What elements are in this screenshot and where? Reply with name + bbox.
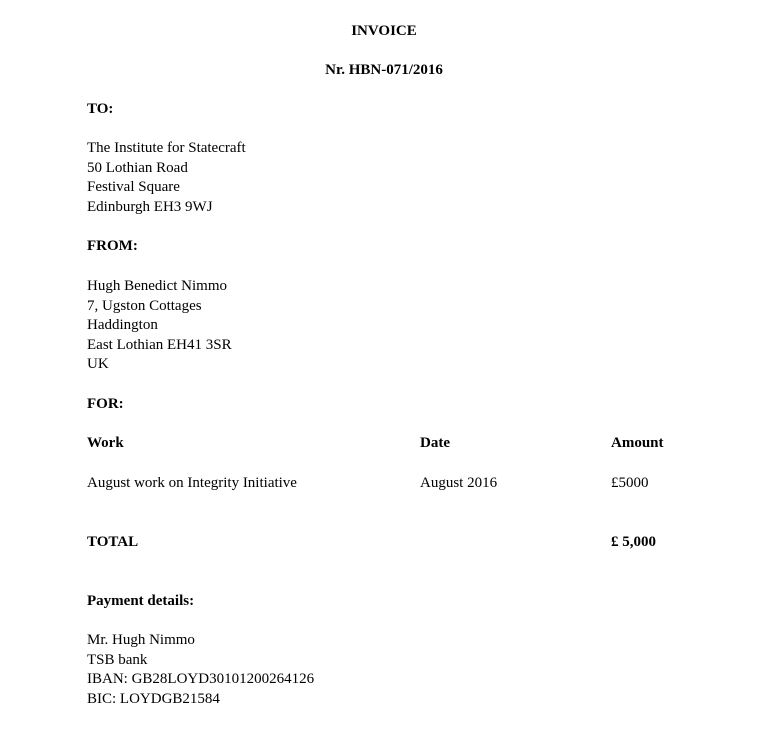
- to-address-line: The Institute for Statecraft: [87, 140, 246, 156]
- for-heading: FOR:: [87, 396, 124, 412]
- invoice-number: Nr. HBN-071/2016: [325, 62, 443, 78]
- item-work: August work on Integrity Initiative: [87, 475, 297, 491]
- payment-details: [87, 630, 314, 708]
- to-address-line: Festival Square: [87, 179, 180, 196]
- from-heading: FROM:: [87, 238, 138, 254]
- to-address: [87, 138, 246, 216]
- column-header-amount: Amount: [611, 435, 664, 451]
- from-address-line: UK: [87, 356, 109, 373]
- to-address-line: 50 Lothian Road: [87, 159, 188, 176]
- to-heading: TO:: [87, 101, 114, 117]
- payment-line: Mr. Hugh Nimmo: [87, 632, 195, 648]
- total-label: TOTAL: [87, 534, 139, 550]
- from-address: [87, 276, 232, 374]
- payment-line: BIC: LOYDGB21584: [87, 690, 220, 707]
- column-header-date: Date: [420, 435, 450, 451]
- invoice-title: INVOICE: [351, 23, 417, 39]
- from-address-line: 7, Ugston Cottages: [87, 297, 202, 314]
- payment-line: IBAN: GB28LOYD30101200264126: [87, 671, 315, 688]
- payment-heading: Payment details:: [87, 593, 195, 609]
- item-date: August 2016: [420, 475, 498, 491]
- from-address-line: Hugh Benedict Nimmo: [87, 278, 227, 294]
- to-address-line: Edinburgh EH3 9WJ: [87, 198, 213, 215]
- from-address-line: East Lothian EH41 3SR: [87, 336, 232, 353]
- column-header-work: Work: [87, 435, 124, 451]
- item-amount: £5000: [611, 475, 649, 491]
- from-address-line: Haddington: [87, 317, 158, 334]
- payment-line: TSB bank: [87, 651, 148, 668]
- total-value: £ 5,000: [611, 534, 656, 550]
